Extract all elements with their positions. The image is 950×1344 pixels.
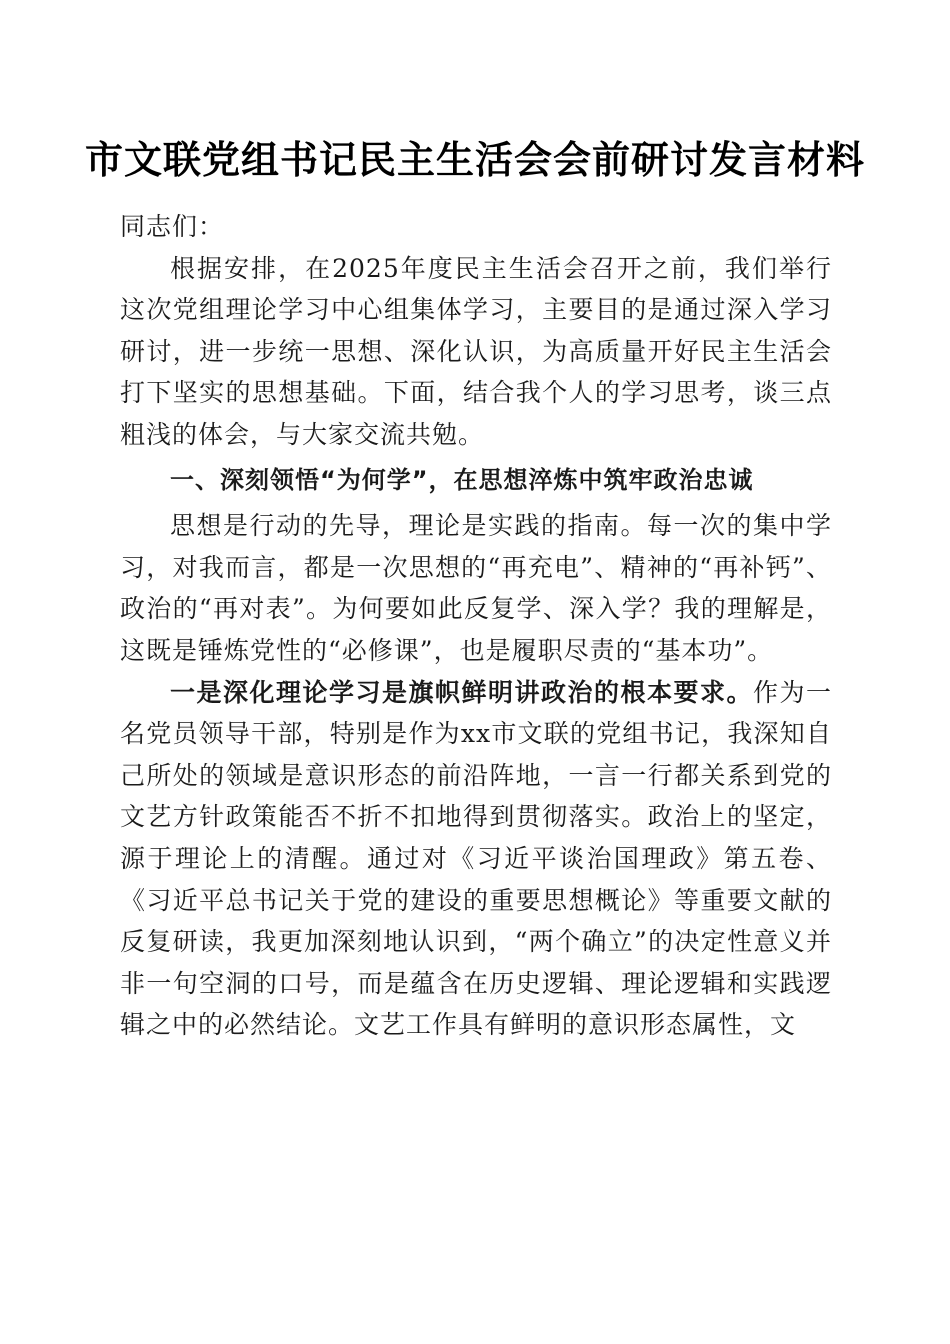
document-body <box>120 206 832 1046</box>
section1-paragraph-1: 思想是行动的先导，理论是实践的指南。每一次的集中学习，对我而言，都是一次思想的“再充电”、精神的“再补钙”、政治的“再对表”。为何要如此反复学、深入学？我的理解是，这既是锤炼党性的“必修课”，也是履职尽责的“基本功”。 <box>120 511 832 665</box>
intro-paragraph: 根据安排，在2025年度民主生活会召开之前，我们举行这次党组理论学习中心组集体学习，主要目的是通过深入学习研讨，进一步统一思想、深化认识，为高质量开好民主生活会打下坚实的思想基础。下面，结合我个人的学习思考，谈三点粗浅的体会，与大家交流共勉。 <box>120 253 832 449</box>
salutation: 同志们： <box>120 212 225 241</box>
document-title: 市文联党组书记民主生活会会前研讨发言材料 <box>84 137 865 182</box>
point-1-body: 作为一名党员领导干部，特别是作为xx市文联的党组书记，我深知自己所处的领域是意识形态的前沿阵地，一言一行都关系到党的文艺方针政策能否不折不扣地得到贯彻落实。政治上的坚定，源于理论上的清醒。通过对《习近平谈治国理政》第五卷、《习近平总书记关于党的建设的重要思想概论》等重要文献的反复研读，我更加深刻地认识到，“两个确立”的决定性意义并非一句空洞的口号，而是蕴含在历史逻辑、理论逻辑和实践逻辑之中的必然结论。文艺工作具有鲜明的意识形态属性，文 <box>120 677 832 1040</box>
point-1-lead: 一是深化理论学习是旗帜鲜明讲政治的根本要求。 <box>170 677 753 707</box>
section-heading-1: 一、深刻领悟“为何学”，在思想淬炼中筑牢政治忠诚 <box>170 465 754 494</box>
section1-point-1 <box>120 672 832 1046</box>
